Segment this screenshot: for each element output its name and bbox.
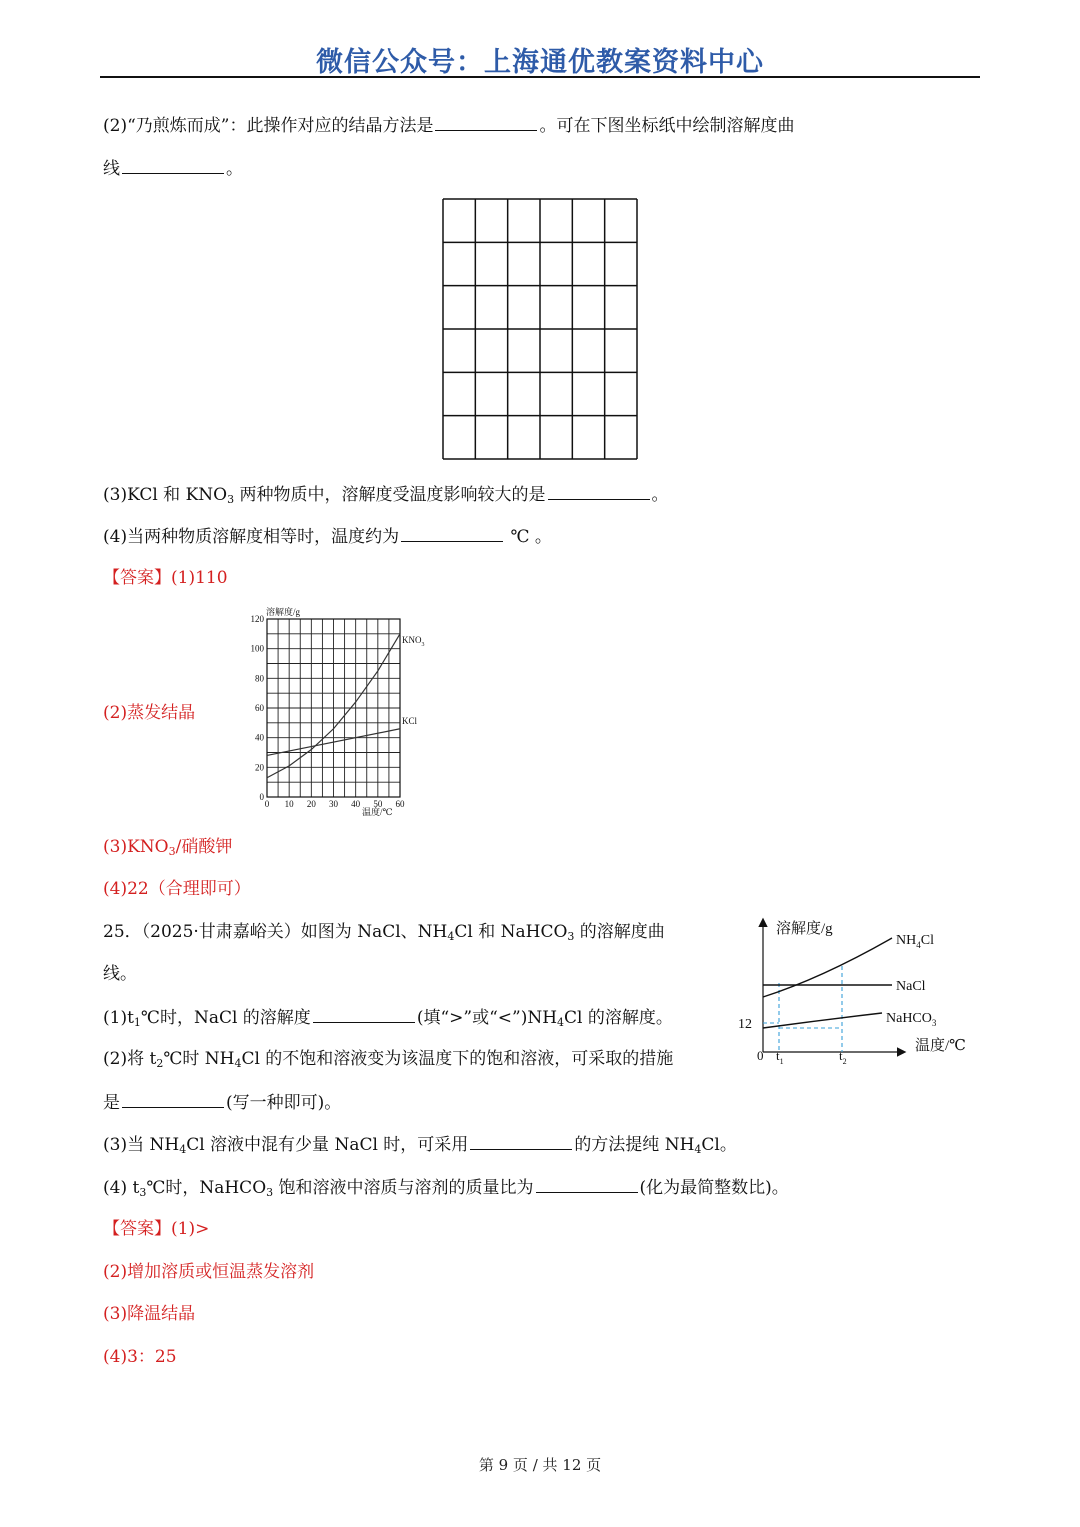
header-rule [100,76,980,78]
answer24-1 [103,567,228,589]
q25-p4-sub: 3 [139,1186,147,1199]
answer24-a1: (1)110 [171,568,228,588]
header-title: 微信公众号：上海通优教案资料中心 [316,47,764,78]
answer25-2: (2)增加溶质或恒温蒸发溶剂 [103,1262,315,1282]
q25-title [103,921,665,943]
chart2-label-nacl: NaCl [896,979,926,994]
q25-p4-sub2: 3 [266,1186,274,1199]
chart2-label-nahco3-name: NaHCO [886,1011,932,1026]
q2-prefix: (2)“乃煎炼而成”：此操作对应的结晶方法是 [103,116,434,136]
q3-blank [548,483,650,500]
q25-p1-end: Cl 的溶解度。 [564,1008,673,1028]
q25-p1 [103,1006,673,1029]
q25-title-cont: 线。 [103,964,137,984]
q2-blank-1 [435,114,537,131]
q25-p4 [103,1176,789,1199]
q25-p4-end: (化为最简整数比)。 [639,1178,789,1198]
q25-p1-sub: 1 [133,1016,141,1029]
chart1-y-label: 溶解度/g [266,607,301,617]
q25-p2-sub: 2 [156,1057,164,1070]
q4-line [103,525,552,548]
q25-title-sub2: 3 [567,930,575,943]
chart2-x-mark-t2 [839,1048,847,1066]
q25-p3-suffix: 的方法提纯 NH [574,1135,695,1155]
chart2-x-mark-t1 [776,1048,784,1066]
chart1-y-tick: 100 [250,643,264,654]
q25-p4-mid: ℃时，NaHCO [146,1178,267,1198]
q2-line [103,114,794,137]
chart2-y-mark-12: 12 [738,1017,752,1032]
q3-prefix: (3)KCl 和 KNO [103,485,228,505]
chart1-y-tick: 20 [255,762,264,773]
solubility-chart-knos-kcl [238,603,438,821]
q25-p2-mid: ℃时 NH [163,1049,235,1069]
chart2-x-label: 温度/℃ [915,1038,966,1054]
q2-line-cont [103,157,243,180]
q25-p3-mid: Cl 溶液中混有少量 NaCl 时，可采用 [186,1135,469,1155]
chart2-x-mark-t2-t: t [839,1048,843,1063]
q4-suffix: ℃ 。 [505,527,552,547]
q25-p1-sub2: 4 [557,1016,565,1029]
q25-p1-prefix: (1)t [103,1008,134,1028]
chart2-series-nahco3 [763,1013,882,1028]
answer25-4: (4)3：25 [103,1347,177,1367]
chart1-x-tick: 0 [264,799,270,809]
chart1-y-tick: 60 [255,703,264,713]
q25-p1-suffix: (填“>”或“<”)NH [416,1008,558,1028]
q25-p2 [103,1048,673,1070]
chart2-series-nh4cl [763,938,892,997]
q3-sub: 3 [227,493,235,506]
q25-p2-cont [103,1091,341,1114]
chart1-y-tick: 40 [255,732,264,743]
chart2-label-nh4cl-name: NH [896,933,917,948]
q25-p4-blank [536,1176,638,1193]
answer25-3: (3)降温结晶 [103,1304,196,1324]
q2-cont-prefix: 线 [103,159,120,179]
chart2-label-nahco3 [886,1011,937,1028]
page-footer: 第 9 页 / 共 12 页 [478,1456,602,1474]
q25-p3-end: Cl。 [701,1135,737,1155]
q25-title-sub: 4 [447,930,455,943]
q2-cont-suffix: 。 [226,159,243,179]
q2-suffix: 。可在下图坐标纸中绘制溶解度曲 [539,116,795,136]
q25-title-prefix: 25．（2025·甘肃嘉峪关）如图为 NaCl、NH [103,922,448,942]
chart1-x-tick: 10 [284,799,294,809]
answer24-4: (4)22（合理即可） [103,879,251,899]
q25-p3-prefix: (3)当 NH [103,1135,180,1155]
q25-p2-blank [122,1091,224,1108]
q25-p2-sub2: 4 [234,1057,242,1070]
chart1-x-tick: 20 [306,799,316,809]
q25-p2-cont-suffix: (写一种即可)。 [226,1093,342,1113]
chart2-label-nahco3-sub: 3 [931,1018,937,1028]
q4-prefix: (4)当两种物质溶解度相等时，温度约为 [103,527,400,547]
chart2-label-nh4cl-sub: 4 [916,940,921,950]
chart1-y-tick: 80 [255,673,264,684]
chart2-y-label: 溶解度/g [776,921,833,937]
q25-p2-cont-prefix: 是 [103,1093,120,1113]
chart1-series-label: KCl [402,715,418,726]
chart2-label-nh4cl [896,933,934,950]
chart1-x-tick: 50 [373,799,383,809]
chart2-x-mark-t2-sub: 2 [842,1057,847,1066]
q2-blank-2 [122,157,224,174]
chart1-x-tick: 60 [395,799,405,809]
q25-p2-prefix: (2)将 t [103,1049,157,1069]
chart2-x-mark-t1-t: t [776,1048,780,1063]
chart1-series-label: $KNO_3$ [402,634,425,648]
q25-p3-blank [470,1133,572,1150]
answer25-a1: (1)> [171,1219,210,1239]
q25-p1-mid: ℃时，NaCl 的溶解度 [140,1008,311,1028]
q25-p1-blank [313,1006,415,1023]
q25-title-suffix: 的溶解度曲 [574,922,665,942]
q25-p4-prefix: (4) t [103,1178,140,1198]
chart1-y-tick: 0 [259,792,264,802]
answer24-3 [103,836,232,858]
answer24-2: (2)蒸发结晶 [103,703,196,723]
chart1-x-label: 温度/℃ [362,807,393,817]
q4-blank [401,525,503,542]
chart2-label-nh4cl-tail: Cl [920,933,934,948]
q25-title-mid: Cl 和 NaHCO [454,922,568,942]
q25-p3-sub2: 4 [694,1143,702,1156]
chart1-x-tick: 40 [351,799,361,809]
chart1-x-tick: 30 [329,799,338,809]
q3-end: 。 [651,485,669,505]
chart2-x-mark-0: 0 [757,1048,764,1063]
answer24-a3-sub: 3 [168,845,176,858]
q25-p4-suffix: 饱和溶液中溶质与溶剂的质量比为 [273,1178,534,1198]
solubility-chart-nh4cl-nacl-nahco3 [732,910,980,1072]
answer25-label: 【答案】 [103,1219,171,1239]
q3-line [103,483,669,506]
q25-p3-sub: 4 [179,1143,187,1156]
answer25-1 [103,1218,209,1240]
answer24-a3-prefix: (3)KNO [103,837,169,857]
grid-paper [441,197,639,461]
q25-p3 [103,1133,737,1156]
chart1-y-tick: 120 [250,614,264,624]
q25-p2-suffix: Cl 的不饱和溶液变为该温度下的饱和溶液，可采取的措施 [241,1049,674,1069]
q3-suffix: 两种物质中，溶解度受温度影响较大的是 [234,485,546,505]
answer24-a3-suffix: /硝酸钾 [175,837,233,857]
answer-label: 【答案】 [103,568,171,588]
chart2-x-mark-t1-sub: 1 [779,1057,784,1066]
